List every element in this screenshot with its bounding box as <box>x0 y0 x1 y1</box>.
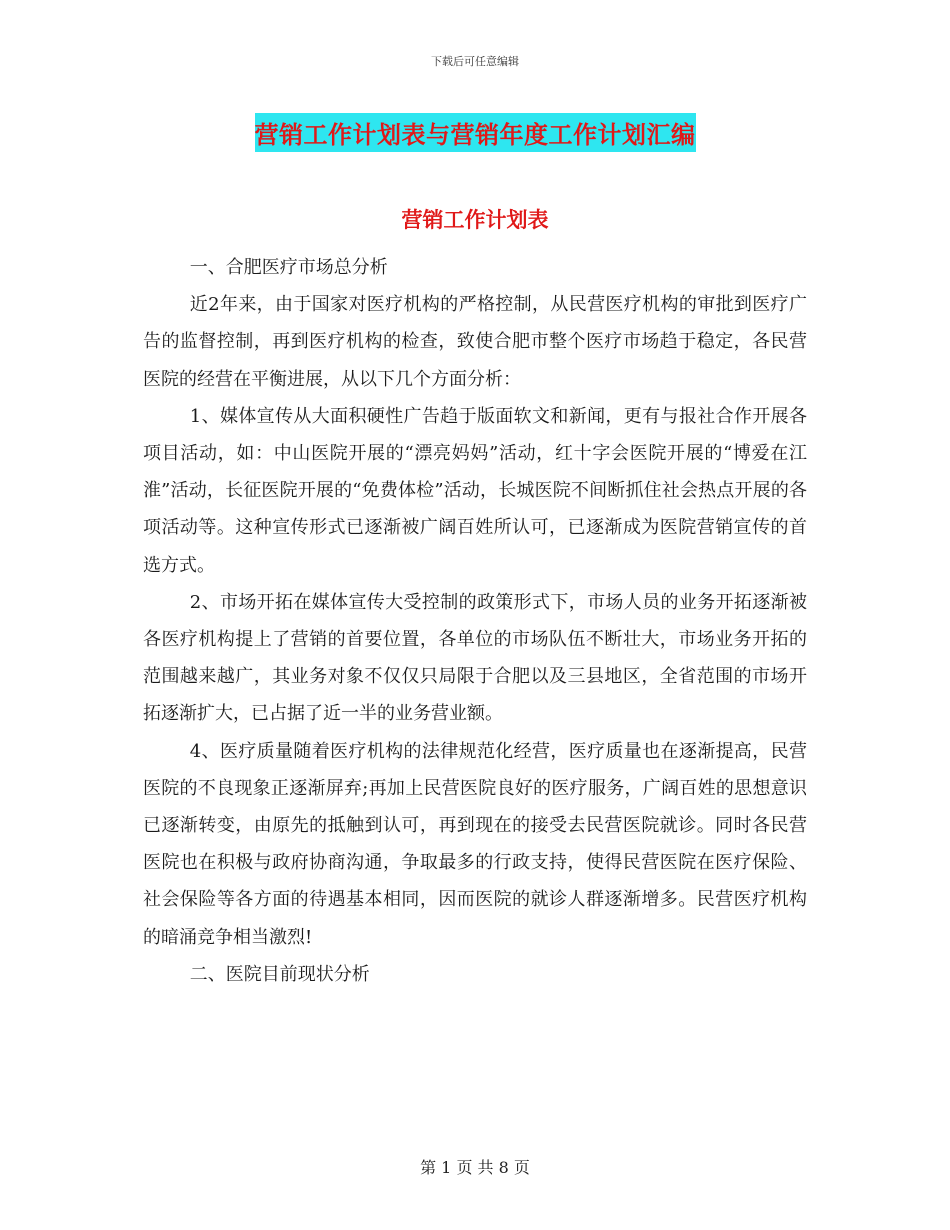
paragraph-intro: 近2年来，由于国家对医疗机构的严格控制，从民营医疗机构的审批到医疗广告的监督控制，再到医疗机构的检查，致使合肥市整个医疗市场趋于稳定，各民营医院的经营在平衡进展，从以下几个方面分析： <box>143 294 807 390</box>
document-title: 营销工作计划表与营销年度工作计划汇编 <box>255 113 696 152</box>
page-header-note: 下载后可任意编辑 <box>431 55 519 68</box>
paragraph-market-expansion: 2、市场开拓在媒体宣传大受控制的政策形式下，市场人员的业务开拓逐渐被各医疗机构提上了营销的首要位置，各单位的市场队伍不断壮大，市场业务开拓的范围越来越广，其业务对象不仅仅只局限于合肥以及三县地区，全省范围的市场开拓逐渐扩大，已占据了近一半的业务营业额。 <box>143 591 807 725</box>
heading-hospital-status: 二、医院目前现状分析 <box>189 963 370 985</box>
document-body <box>143 249 807 993</box>
section-title: 营销工作计划表 <box>401 207 549 232</box>
paragraph-media: 1、媒体宣传从大面积硬性广告趋于版面软文和新闻，更有与报社合作开展各项目活动，如：中山医院开展的“漂亮妈妈”活动，红十字会医院开展的“博爱在江淮”活动，长征医院开展的“免费体检”活动，长城医院不间断抓住社会热点开展的各项活动等。这种宣传形式已逐渐被广阔百姓所认可，已逐渐成为医院营销宣传的首选方式。 <box>143 405 807 576</box>
heading-market-analysis: 一、合肥医疗市场总分析 <box>189 257 388 278</box>
paragraph-medical-quality: 4、医疗质量随着医疗机构的法律规范化经营，医疗质量也在逐渐提高，民营医院的不良现象正逐渐屏弃;再加上民营医院良好的医疗服务，广阔百姓的思想意识已逐渐转变，由原先的抵触到认可，再到现在的接受去民营医院就诊。同时各民营医院也在积极与政府协商沟通，争取最多的行政支持，使得民营医院在医疗保险、社会保险等各方面的待遇基本相同，因而医院的就诊人群逐渐增多。民营医疗机构的暗涌竞争相当激烈! <box>143 740 807 948</box>
title-container <box>0 113 950 152</box>
page-number: 第 1 页 共 8 页 <box>420 1158 530 1177</box>
